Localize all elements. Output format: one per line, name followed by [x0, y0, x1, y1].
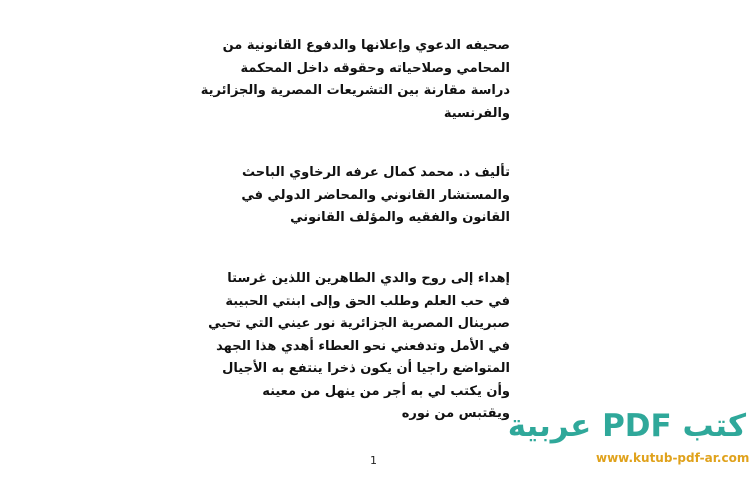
watermark-title: كتب PDF عربية	[507, 408, 746, 444]
page-number: 1	[370, 454, 377, 467]
dedication-line: في حب العلم وطلب الحق وإلى ابنتي الحبيبة	[225, 293, 510, 309]
dedication-line: ويقتبس من نوره	[401, 406, 510, 421]
dedication-line: إهداء إلى روح والدي الطاهرين اللذين غرستا	[227, 271, 510, 286]
author-line: تأليف د. محمد كمال عرفه الرخاوي الباحث	[242, 165, 510, 180]
title-line: المحامي وصلاحياته وحقوقه داخل المحكمة	[240, 60, 510, 76]
author-line: القانون والفقيه والمؤلف القانوني	[290, 210, 510, 225]
author-line: والمستشار القانوني والمحاضر الدولي في	[241, 187, 510, 203]
watermark-url: www.kutub-pdf-ar.com	[596, 451, 750, 465]
dedication	[210, 268, 510, 426]
dedication-line: صبرينال المصرية الجزائرية نور عيني التي تحيي	[208, 316, 510, 331]
author-credit	[210, 162, 510, 230]
dedication-line: وأن يكتب لي به أجر من ينهل من معينه	[262, 383, 510, 399]
title-line: دراسة مقارنة بين التشريعات المصرية والجزائرية	[200, 83, 510, 98]
book-title	[200, 35, 510, 125]
title-line: والفرنسية	[443, 105, 510, 121]
watermark-logo	[507, 406, 750, 476]
dedication-line: في الأمل وتدفعني نحو العطاء أهدي هذا الجهد	[216, 338, 510, 354]
title-line: صحيفه الدعوي وإعلانها والدفوع القانونية من	[222, 38, 510, 53]
dedication-line: المتواضع راجيا أن يكون ذخرا ينتفع به الأجيال	[222, 361, 510, 376]
